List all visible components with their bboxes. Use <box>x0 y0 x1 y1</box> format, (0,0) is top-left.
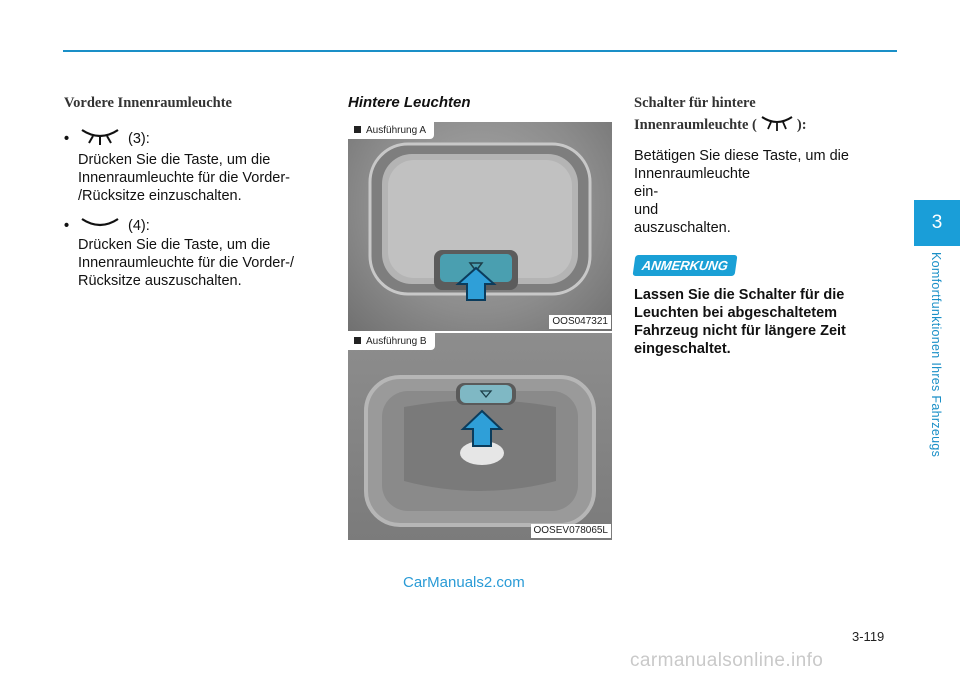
bullet-body-light-off <box>78 236 326 290</box>
text-line <box>634 165 896 219</box>
heading-line <box>634 112 896 137</box>
footer-site[interactable]: carmanualsonline.info <box>630 650 824 671</box>
variant-label <box>348 122 434 139</box>
text-line: Drücken Sie die Taste, um die <box>78 152 271 168</box>
chapter-number-tab: 3 <box>914 200 960 246</box>
top-rule <box>63 50 897 52</box>
dome-light-on-icon <box>759 112 795 137</box>
section-heading-rear-switch <box>634 94 896 137</box>
variant-label <box>348 333 435 350</box>
right-column <box>634 94 896 358</box>
dome-light-on-icon <box>78 126 122 151</box>
bullet-body-light-on <box>78 151 326 205</box>
section-heading-rear-lights: Hintere Leuchten <box>348 94 471 111</box>
bullet-item-light-on <box>64 126 326 151</box>
figure-code: OOS047321 <box>549 315 611 329</box>
chapter-title-text: Komfortfunktionen Ihres Fahrzeugs <box>929 252 943 458</box>
text-line: Fahrzeug nicht für längere Zeit <box>634 323 846 339</box>
bullet-label: (4): <box>128 217 150 234</box>
text-line: Innenraumleuchte für die Vorder- <box>78 170 290 186</box>
text-line: Innenraumleuchte für die Vorder-/ <box>78 255 295 271</box>
section-heading-front-light: Vordere Innenraumleuchte <box>64 95 232 111</box>
note-text <box>634 286 896 358</box>
heading-text: Innenraumleuchte ( <box>634 116 757 133</box>
variant-label-text: Ausführung A <box>366 125 427 136</box>
text-line: Lassen Sie die Schalter für die <box>634 287 845 303</box>
dome-lamp-b-illustration <box>348 333 612 540</box>
middle-column <box>348 94 612 112</box>
bullet-dot: • <box>64 130 70 147</box>
variant-label-text: Ausführung B <box>366 336 427 347</box>
bullet-dot: • <box>64 217 70 234</box>
text-line: Rücksitze auszuschalten. <box>78 273 242 289</box>
dome-lamp-a-illustration <box>348 122 612 331</box>
chapter-title <box>914 252 960 492</box>
bullet-label: (3): <box>128 130 150 147</box>
word: ein- <box>634 184 659 200</box>
page-number: 3-119 <box>852 629 885 644</box>
text-line: Drücken Sie die Taste, um die <box>78 237 271 253</box>
text-line: Leuchten bei abgeschaltetem <box>634 305 838 321</box>
text-line: auszuschalten. <box>634 220 731 236</box>
heading-line: Schalter für hintere <box>634 95 756 111</box>
dome-light-off-icon <box>78 215 122 236</box>
left-column <box>64 94 326 290</box>
switch-description <box>634 147 896 237</box>
word: und <box>634 202 659 218</box>
figure-variant-a <box>348 122 612 331</box>
text-line: /Rücksitze einzuschalten. <box>78 188 242 204</box>
watermark[interactable]: CarManuals2.com <box>403 574 525 591</box>
figure-code: OOSEV078065L <box>531 524 612 538</box>
figure-variant-b <box>348 333 612 540</box>
note-badge: ANMERKUNG <box>633 255 738 276</box>
word: Innenraumleuchte <box>634 166 751 182</box>
bullet-item-light-off <box>64 215 326 236</box>
text-line: eingeschaltet. <box>634 341 731 357</box>
heading-text: ): <box>796 116 807 133</box>
text-line: Betätigen Sie diese Taste, um die <box>634 148 849 164</box>
